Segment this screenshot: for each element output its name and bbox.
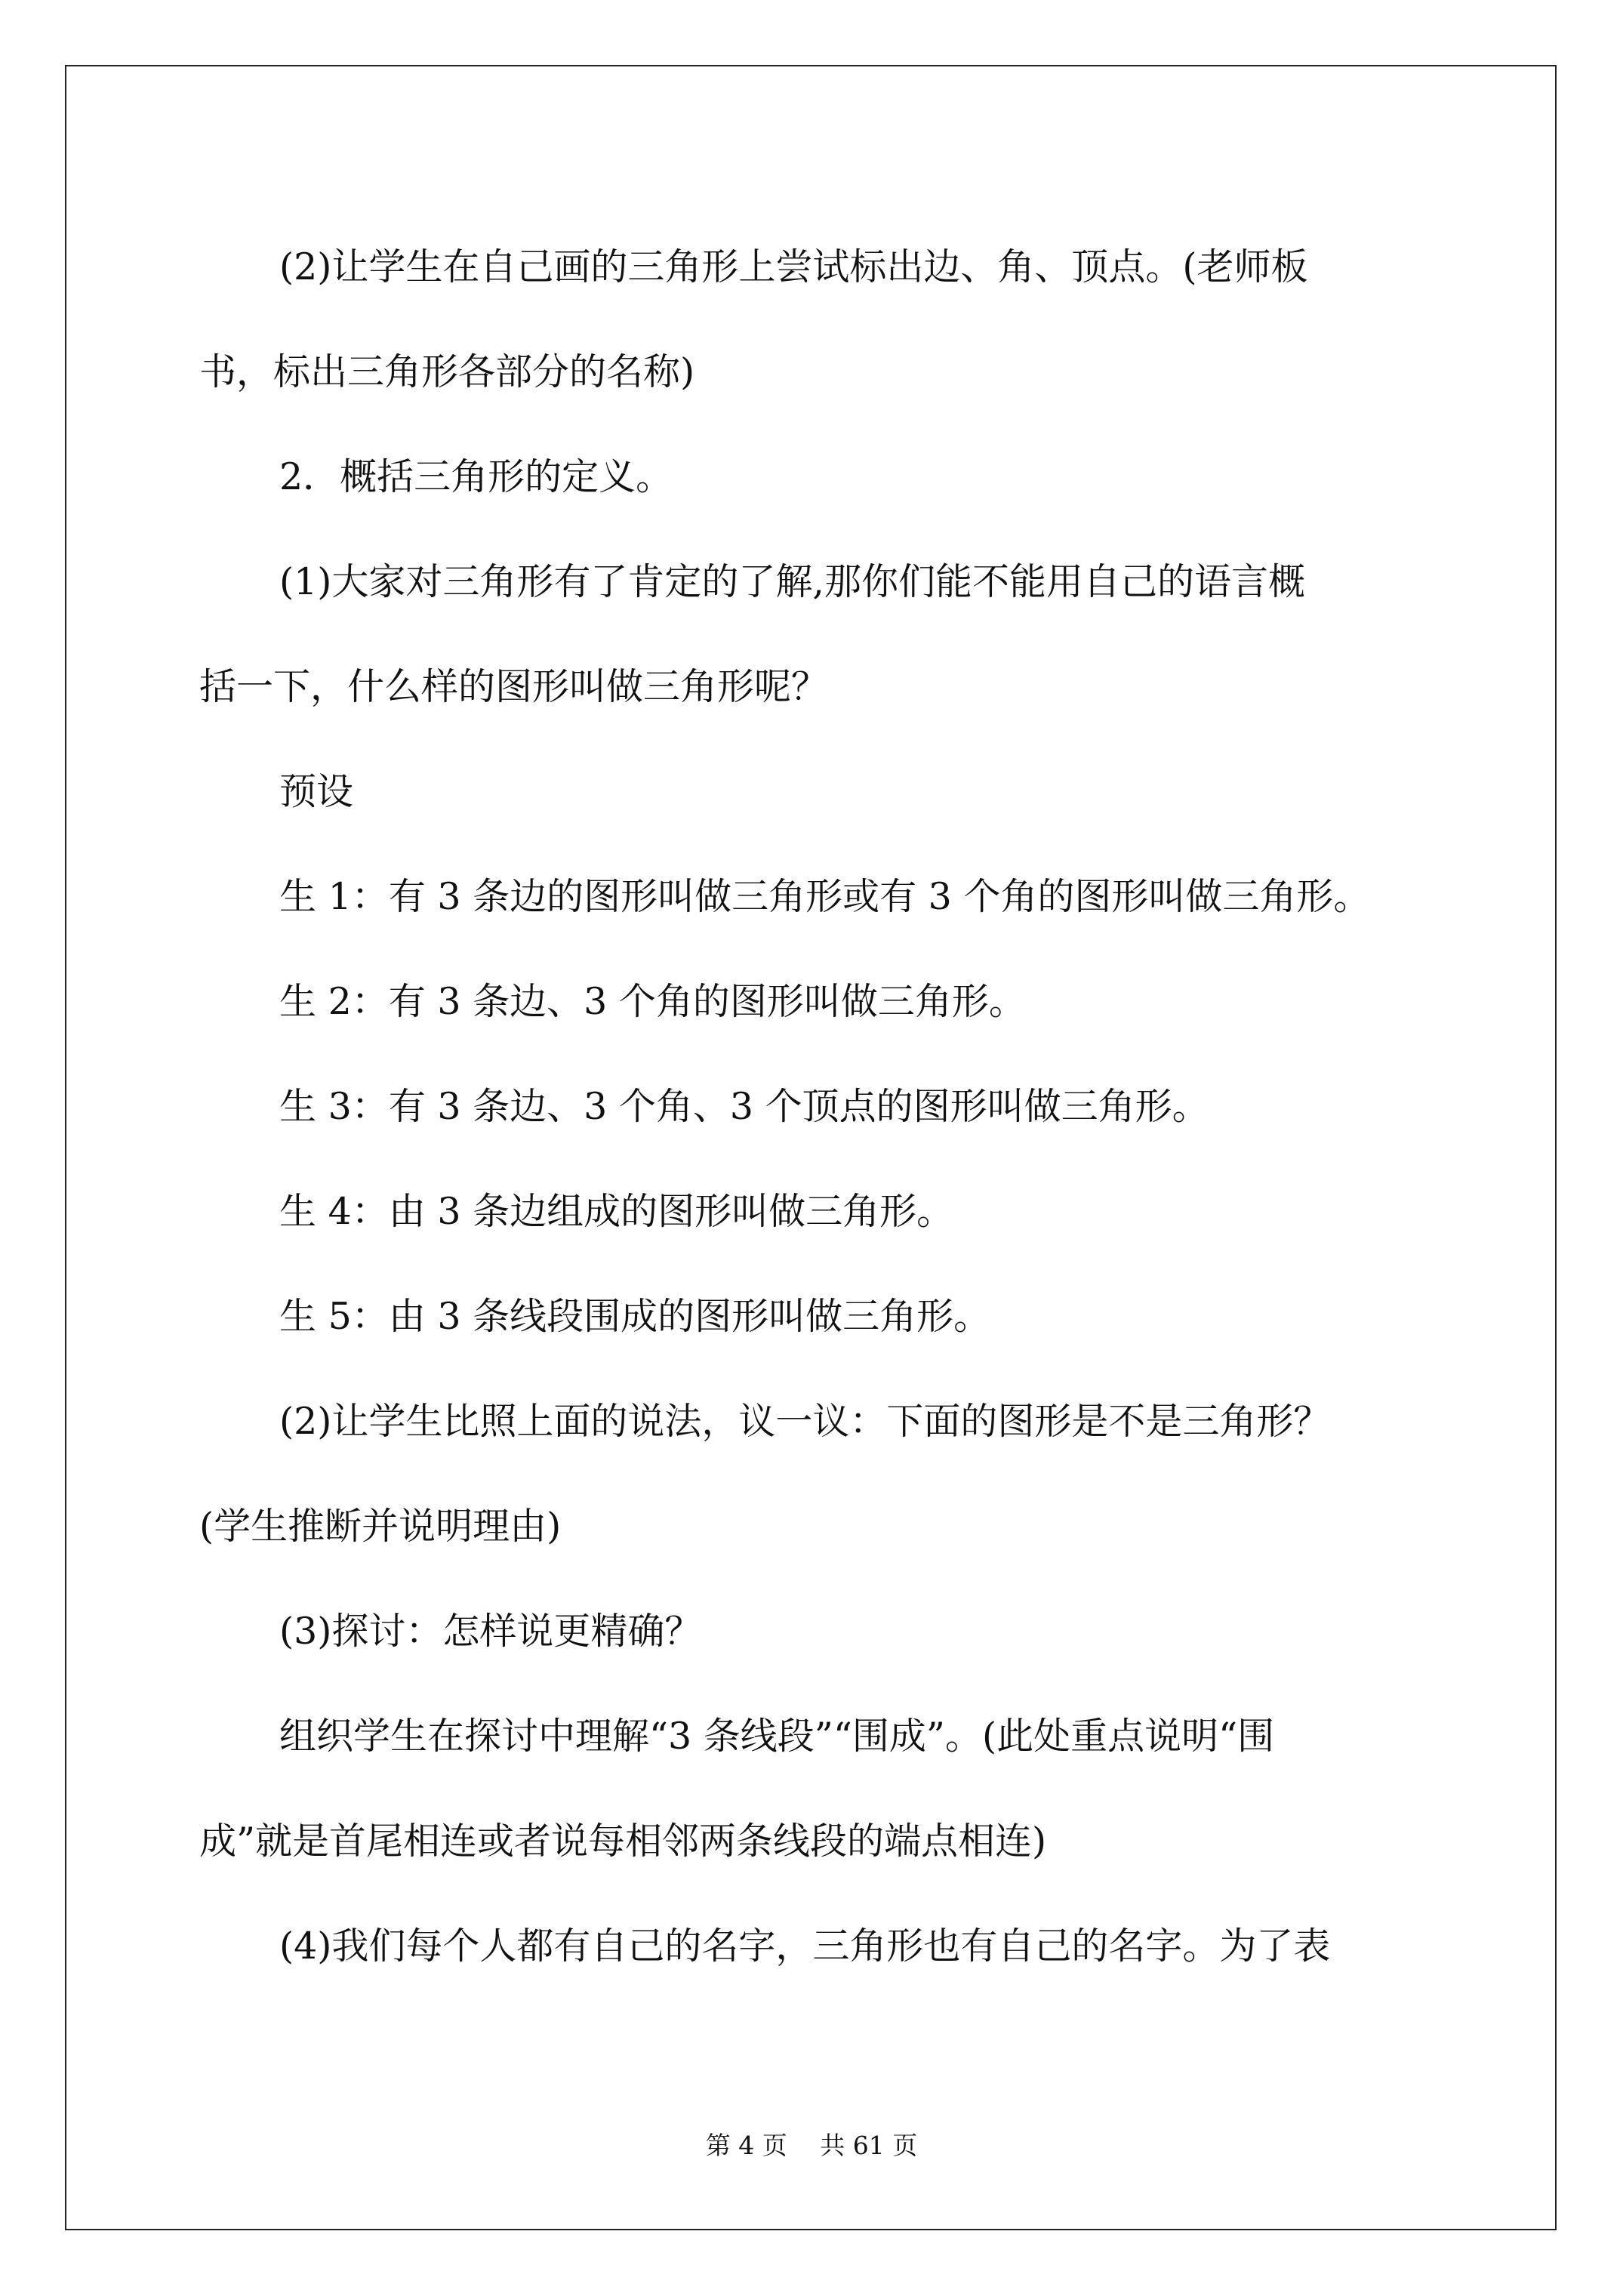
- paragraph-line: (学生推断并说明理由): [199, 1505, 562, 1548]
- paragraph-line: 组织学生在探讨中理解“3 条线段”“围成”。(此处重点说明“围: [279, 1715, 1275, 1758]
- paragraph-line: (4)我们每个人都有自己的名字，三角形也有自己的名字。为了表: [279, 1925, 1331, 1968]
- paragraph-line: 生 1：有 3 条边的图形叫做三角形或有 3 个角的图形叫做三角形。: [279, 875, 1371, 918]
- paragraph-line: 生 2：有 3 条边、3 个角的图形叫做三角形。: [279, 980, 1026, 1023]
- paragraph-line: (3)探讨：怎样说更精确？: [279, 1610, 702, 1653]
- paragraph-line: 生 3：有 3 条边、3 个角、3 个顶点的图形叫做三角形。: [279, 1085, 1209, 1128]
- page-number-footer: 第 4 页 共 61 页: [705, 2131, 918, 2160]
- paragraph-line: 预设: [279, 770, 354, 813]
- document-body: [199, 214, 1437, 1999]
- paragraph-line: 生 5：由 3 条线段围成的图形叫做三角形。: [279, 1295, 991, 1338]
- paragraph-line: 生 4：由 3 条边组成的图形叫做三角形。: [279, 1190, 954, 1233]
- paragraph-line: 括一下，什么样的图形叫做三角形呢？: [199, 665, 829, 708]
- paragraph-line: 书，标出三角形各部分的名称): [199, 350, 695, 393]
- paragraph-line: (1)大家对三角形有了肯定的了解,那你们能不能用自己的语言概: [279, 560, 1305, 603]
- paragraph-line: 成”就是首尾相连或者说每相邻两条线段的端点相连): [199, 1820, 1047, 1863]
- paragraph-line: (2)让学生在自己画的三角形上尝试标出边、角、顶点。(老师板: [279, 245, 1308, 288]
- paragraph-line: (2)让学生比照上面的说法，议一议：下面的图形是不是三角形？: [279, 1400, 1331, 1443]
- paragraph-line: 2．概括三角形的定义。: [279, 455, 673, 498]
